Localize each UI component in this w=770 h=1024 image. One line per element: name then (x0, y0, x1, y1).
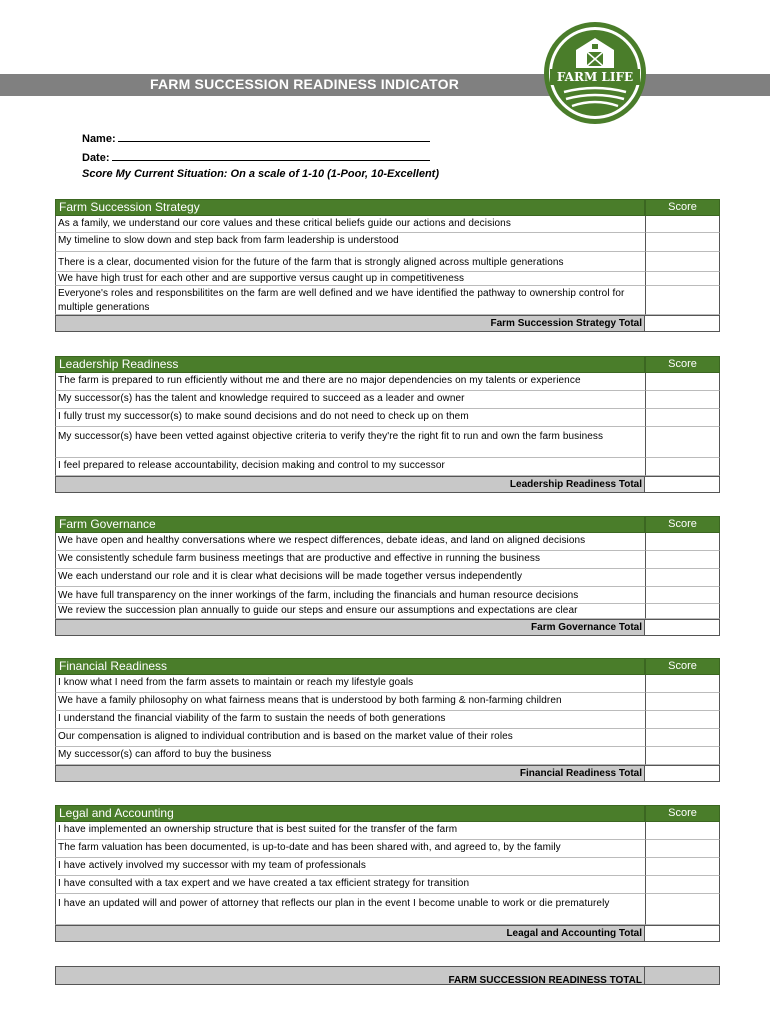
name-field[interactable] (82, 131, 430, 145)
question-row: I have actively involved my successor with my team of professionals (55, 858, 645, 876)
section-title: Farm Governance (55, 516, 645, 533)
section-total-label: Financial Readiness Total (55, 765, 645, 782)
section-farm-succession-strategy (55, 199, 720, 332)
score-cell[interactable] (645, 458, 720, 476)
name-label: Name: (82, 133, 116, 145)
score-cell[interactable] (645, 373, 720, 391)
question-row: I have implemented an ownership structure that is best suited for the transfer of the farm (55, 822, 645, 840)
score-cell[interactable] (645, 894, 720, 925)
question-row: My timeline to slow down and step back from farm leadership is understood (55, 233, 645, 252)
grand-total-row (55, 966, 720, 985)
score-cell[interactable] (645, 693, 720, 711)
score-cell[interactable] (645, 409, 720, 427)
date-line (112, 150, 430, 161)
question-row: Everyone's roles and responsbilitites on the farm are well defined and we have identified the pathway to ownership control for multiple generations (55, 286, 645, 315)
section-total-label: Leadership Readiness Total (55, 476, 645, 493)
total-score-cell[interactable] (645, 765, 720, 782)
question-row: We have a family philosophy on what fairness means that is understood by both farming & non-farming children (55, 693, 645, 711)
score-header: Score (645, 516, 720, 533)
score-cell[interactable] (645, 840, 720, 858)
section-legal-and-accounting (55, 805, 720, 942)
section-leadership-readiness (55, 356, 720, 493)
page-title: FARM SUCCESSION READINESS INDICATOR (150, 76, 460, 92)
section-title: Legal and Accounting (55, 805, 645, 822)
section-farm-governance (55, 516, 720, 636)
section-total-label: Farm Governance Total (55, 619, 645, 636)
score-cell[interactable] (645, 587, 720, 604)
total-score-cell[interactable] (645, 476, 720, 493)
question-row: I have an updated will and power of attorney that reflects our plan in the event I become unable to work or die prematurely (55, 894, 645, 925)
question-row: I fully trust my successor(s) to make sound decisions and do not need to check up on them (55, 409, 645, 427)
score-cell[interactable] (645, 675, 720, 693)
score-cell[interactable] (645, 569, 720, 587)
scale-instructions: Score My Current Situation: On a scale of 1-10 (1-Poor, 10-Excellent) (82, 168, 439, 180)
question-row: As a family, we understand our core values and these critical beliefs guide our actions and decisions (55, 216, 645, 233)
question-row: We have open and healthy conversations where we respect differences, debate ideas, and land on aligned decisions (55, 533, 645, 551)
question-row: I understand the financial viability of the farm to sustain the needs of both generations (55, 711, 645, 729)
score-cell[interactable] (645, 391, 720, 409)
question-row: My successor(s) has the talent and knowledge required to succeed as a leader and owner (55, 391, 645, 409)
total-score-cell[interactable] (645, 925, 720, 942)
section-total-label: Leagal and Accounting Total (55, 925, 645, 942)
section-title: Financial Readiness (55, 658, 645, 675)
score-cell[interactable] (645, 286, 720, 315)
grand-total-label: FARM SUCCESSION READINESS TOTAL (55, 966, 645, 985)
question-row: I know what I need from the farm assets to maintain or reach my lifestyle goals (55, 675, 645, 693)
score-header: Score (645, 199, 720, 216)
question-row: The farm valuation has been documented, is up-to-date and has been shared with, and agreed to, by the family (55, 840, 645, 858)
score-cell[interactable] (645, 604, 720, 619)
score-cell[interactable] (645, 822, 720, 840)
question-row: Our compensation is aligned to individual contribution and is based on the market value of their roles (55, 729, 645, 747)
total-score-cell[interactable] (645, 619, 720, 636)
total-score-cell[interactable] (645, 315, 720, 332)
score-cell[interactable] (645, 551, 720, 569)
question-row: I feel prepared to release accountability, decision making and control to my successor (55, 458, 645, 476)
section-total-label: Farm Succession Strategy Total (55, 315, 645, 332)
question-row: My successor(s) have been vetted against objective criteria to verify they're the right fit to run and own the farm business (55, 427, 645, 458)
score-header: Score (645, 805, 720, 822)
section-title: Farm Succession Strategy (55, 199, 645, 216)
score-cell[interactable] (645, 216, 720, 233)
question-row: We each understand our role and it is clear what decisions will be made together versus independently (55, 569, 645, 587)
score-cell[interactable] (645, 729, 720, 747)
score-header: Score (645, 356, 720, 373)
section-financial-readiness (55, 658, 720, 782)
section-title: Leadership Readiness (55, 356, 645, 373)
score-cell[interactable] (645, 747, 720, 765)
score-header: Score (645, 658, 720, 675)
score-cell[interactable] (645, 858, 720, 876)
svg-text:FARM LIFE: FARM LIFE (556, 70, 634, 84)
question-row: We review the succession plan annually to guide our steps and ensure our assumptions and expectations are clear (55, 604, 645, 619)
score-cell[interactable] (645, 272, 720, 286)
date-field[interactable] (82, 150, 430, 164)
score-cell[interactable] (645, 711, 720, 729)
name-line (118, 131, 430, 142)
question-row: We have full transparency on the inner workings of the farm, including the financials and human resource decisions (55, 587, 645, 604)
score-cell[interactable] (645, 233, 720, 252)
score-cell[interactable] (645, 533, 720, 551)
score-cell[interactable] (645, 427, 720, 458)
question-row: There is a clear, documented vision for the future of the farm that is strongly aligned across multiple generations (55, 252, 645, 272)
question-row: We consistently schedule farm business meetings that are productive and effective in running the business (55, 551, 645, 569)
question-row: My successor(s) can afford to buy the business (55, 747, 645, 765)
question-row: I have consulted with a tax expert and we have created a tax efficient strategy for transition (55, 876, 645, 894)
farm-life-logo (542, 20, 648, 126)
date-label: Date: (82, 152, 110, 164)
grand-total-score-cell[interactable] (645, 966, 720, 985)
question-row: The farm is prepared to run efficiently without me and there are no major dependencies on my talents or experience (55, 373, 645, 391)
score-cell[interactable] (645, 876, 720, 894)
score-cell[interactable] (645, 252, 720, 272)
question-row: We have high trust for each other and are supportive versus caught up in competitiveness (55, 272, 645, 286)
